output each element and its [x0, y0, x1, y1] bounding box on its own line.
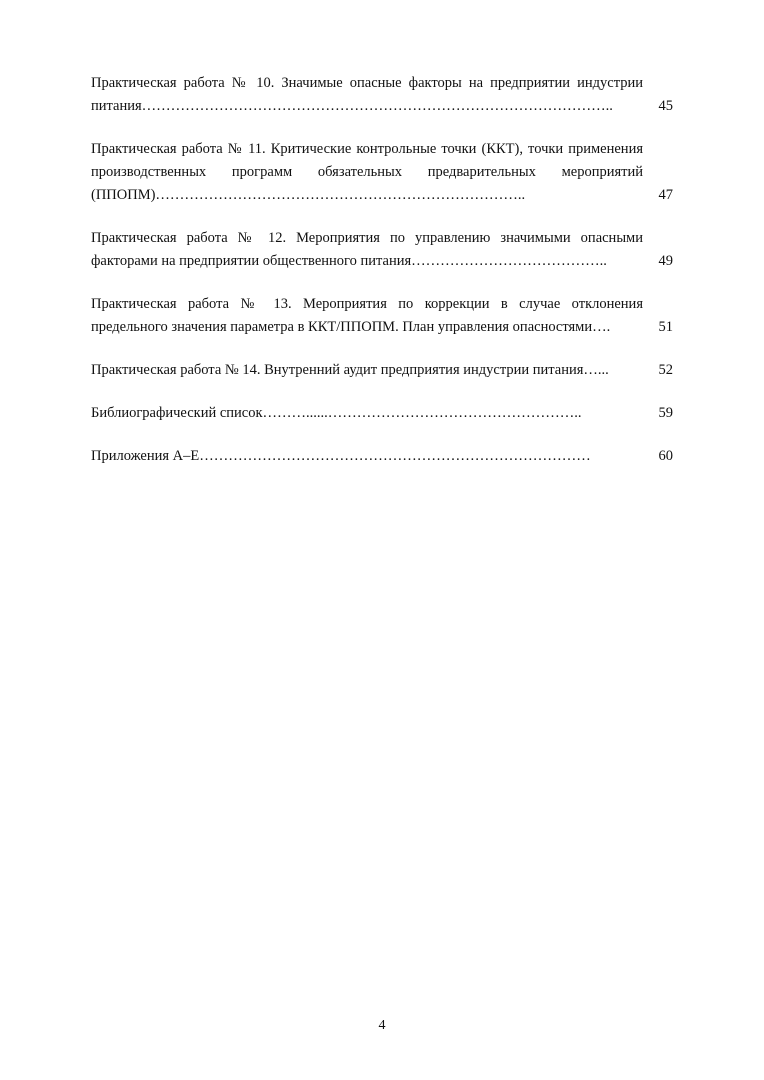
toc-entry-title: Практическая работа № 11. Критические контрольные точки (ККТ), точки применения производственных программ обязательных предварительных мероприятий (ППОПМ)………………………………………………………………….. [91, 141, 643, 203]
toc-entry-practical-13[interactable] [91, 293, 673, 339]
toc-entry-page: 52 [658, 362, 673, 378]
toc-entry-title: Практическая работа № 10. Значимые опасные факторы на предприятии индустрии питания…………………………………………………………………………………….. [91, 75, 643, 114]
toc-entry-bibliography[interactable] [91, 402, 673, 425]
toc-entry-page: 59 [658, 405, 673, 421]
toc-entry-practical-10[interactable] [91, 72, 673, 118]
toc-entry-title: Практическая работа № 14. Внутренний аудит предприятия индустрии питания…... [91, 362, 609, 378]
toc-entry-title: Практическая работа № 13. Мероприятия по коррекции в случае отклонения предельного значения параметра в ККТ/ППОПМ. План управления опасностями…. [91, 296, 643, 335]
page-number: 4 [378, 1018, 386, 1033]
toc-entry-page: 51 [658, 319, 673, 335]
toc-entry-practical-11[interactable] [91, 138, 673, 207]
toc-entry-page: 45 [658, 98, 673, 114]
toc-entry-practical-12[interactable] [91, 227, 673, 273]
toc-entry-title: Практическая работа № 12. Мероприятия по управлению значимыми опасными факторами на предприятии общественного питания………………………………….. [91, 230, 643, 269]
toc-entry-page: 60 [658, 448, 673, 464]
toc-entry-page: 49 [658, 253, 673, 269]
toc-entry-practical-14[interactable] [91, 359, 673, 382]
toc-entry-page: 47 [658, 187, 673, 203]
toc-entry-title: Библиографический список………......…………………………………………….. [91, 405, 582, 421]
toc-entry-title: Приложения А–Е……………………………………………………………………… [91, 448, 591, 464]
table-of-contents [91, 72, 673, 488]
toc-entry-appendices[interactable] [91, 445, 673, 468]
